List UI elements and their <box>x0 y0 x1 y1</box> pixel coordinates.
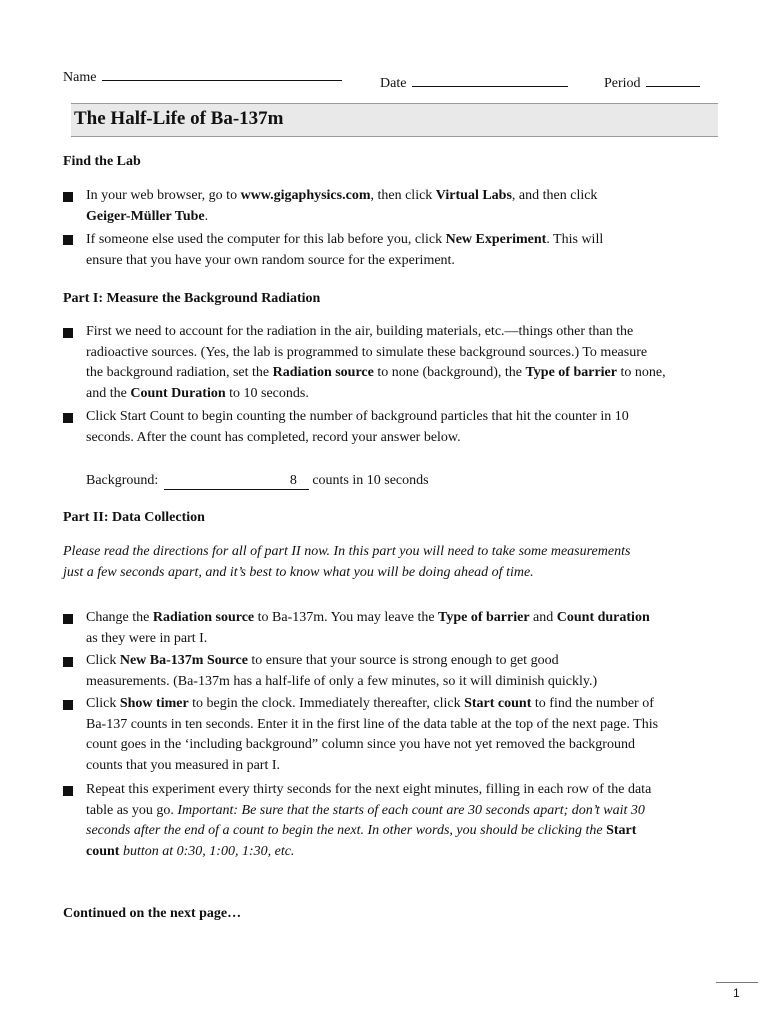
part1-step-1: First we need to account for the radiation in the air, building materials, etc.—things other than the radioactive sources. (Yes, the lab is programmed to simulate these background sources.) To measure the background radiation, set the Radiation source to none (background), the Type of barrier to none, and the Count Duration to 10 seconds. <box>86 324 666 401</box>
bullet-icon <box>63 786 73 796</box>
name-label: Name <box>63 70 97 85</box>
bullet-icon <box>63 700 73 710</box>
part2-step-2: Click New Ba-137m Source to ensure that your source is strong enough to get good measurements. (Ba-137m has a half-life of only a few minutes, so it will diminish quickly.) <box>86 653 598 689</box>
name-field <box>63 66 342 86</box>
background-value: 8 <box>289 473 297 488</box>
date-blank[interactable] <box>412 72 568 87</box>
period-label: Period <box>604 76 641 91</box>
page-number: 1 <box>733 986 740 1000</box>
bullet-icon <box>63 413 73 423</box>
footer-rule <box>716 982 758 983</box>
url-text: www.gigaphysics.com <box>240 188 371 203</box>
part2-step-1: Change the Radiation source to Ba-137m. You may leave the Type of barrier and Count duration as they were in part I. <box>86 610 650 646</box>
part1-heading: Part I: Measure the Background Radiation <box>63 291 321 306</box>
background-answer: Background: 8 counts in 10 seconds <box>86 473 429 488</box>
part2-step-3: Click Show timer to begin the clock. Immediately thereafter, click Start count to find the number of Ba-137 counts in ten seconds. Enter it in the first line of the data table at the top of the next page. This count goes in the ‘including background” column since you have not yet removed the background counts that you measured in part I. <box>86 696 659 773</box>
part2-heading: Part II: Data Collection <box>63 510 205 525</box>
period-blank[interactable] <box>646 72 700 87</box>
bullet-icon <box>63 192 73 202</box>
background-blank[interactable] <box>164 473 309 490</box>
part2-intro: Please read the directions for all of part II now. In this part you will need to take some measurements just a few seconds apart, and it’s best to know what you will be doing ahead of time. <box>63 544 631 580</box>
bullet-icon <box>63 614 73 624</box>
continued-note: Continued on the next page… <box>63 906 242 921</box>
bullet-icon <box>63 328 73 338</box>
date-field <box>380 72 568 92</box>
name-blank[interactable] <box>102 66 342 81</box>
date-label: Date <box>380 76 407 91</box>
find-lab-step-2: If someone else used the computer for this lab before you, click New Experiment. This will ensure that you have your own random source for the experiment. <box>86 232 604 268</box>
part1-step-2: Click Start Count to begin counting the number of background particles that hit the counter in 10 seconds. After the count has completed, record your answer below. <box>86 409 629 445</box>
page-title: The Half-Life of Ba-137m <box>74 108 284 129</box>
period-field <box>604 72 700 92</box>
bullet-icon <box>63 235 73 245</box>
bullet-icon <box>63 657 73 667</box>
find-lab-heading: Find the Lab <box>63 154 141 169</box>
part2-step-4: Repeat this experiment every thirty seconds for the next eight minutes, filling in each row of the data table as you go. Important: Be sure that the starts of each count are 30 seconds apart; don’t wait 30 seconds after the end of a count to begin the next. In other words, you should be clicking the Start count button at 0:30, 1:00, 1:30, etc. <box>86 782 652 859</box>
title-bar <box>71 103 718 137</box>
find-lab-step-1: In your web browser, go to www.gigaphysics.com, then click Virtual Labs, and then click Geiger-Müller Tube. <box>86 188 598 224</box>
